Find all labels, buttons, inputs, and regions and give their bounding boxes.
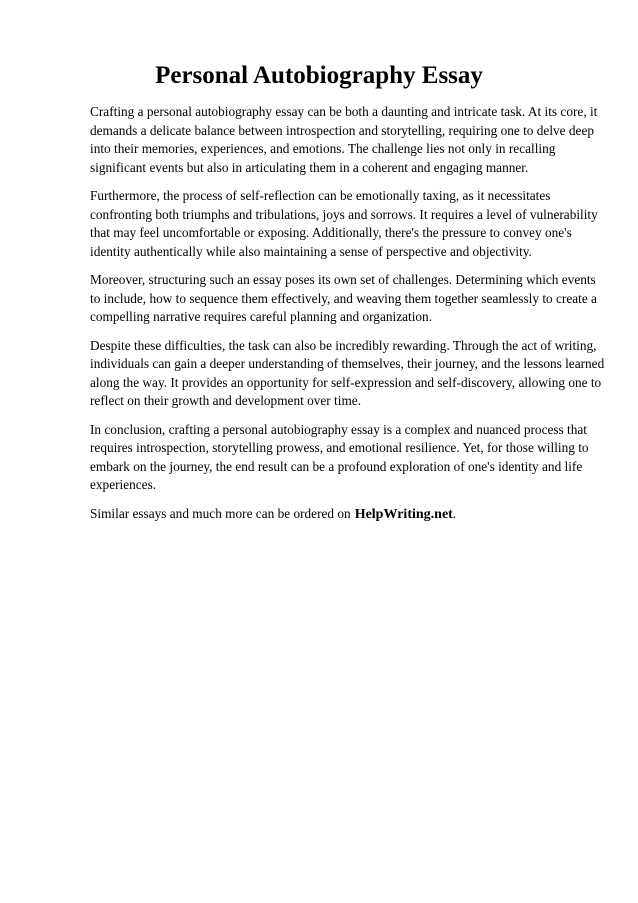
paragraph-line: Despite these difficulties, the task can also be incredibly rewarding. Through the act of writing, (90, 337, 597, 353)
paragraph-line: embark on the journey, the end result can be a profound exploration of one's identity and life (90, 458, 583, 474)
paragraph-line: confronting both triumphs and tribulations, joys and sorrows. It requires a level of vulnerability (90, 206, 598, 222)
paragraph-line: significant events but also in articulating them in a coherent and engaging manner. (90, 159, 529, 175)
paragraph-line: individuals can gain a deeper understanding of themselves, their journey, and the lessons learned (90, 356, 605, 371)
document-title: Personal Autobiography Essay (155, 62, 483, 89)
paragraph-line: compelling narrative requires careful planning and organization. (90, 309, 433, 324)
paragraph-line: reflect on their growth and development over time. (90, 393, 362, 408)
paragraph-line: to include, how to sequence them effectively, and weaving them together seamlessly to create a (90, 290, 597, 306)
paragraph-line: requires introspection, storytelling prowess, and emotional resilience. Yet, for those willing to (90, 440, 589, 455)
closing-suffix: . (452, 505, 457, 521)
paragraph-4 (90, 337, 605, 411)
paragraph-line: experiences. (90, 477, 157, 492)
paragraph-3 (90, 271, 600, 327)
paragraph-2 (90, 187, 600, 261)
paragraph-line: In conclusion, crafting a personal autobiography essay is a complex and nuanced process that (90, 421, 587, 437)
closing-line (90, 505, 600, 525)
paragraph-line: that may feel uncomfortable or exposing. Additionally, there's the pressure to convey one's (90, 225, 572, 240)
helpwriting-link[interactable]: HelpWriting.net (354, 506, 453, 522)
paragraph-line: Crafting a personal autobiography essay can be both a daunting and intricate task. At its core, it (90, 104, 598, 119)
paragraph-1 (90, 103, 600, 177)
paragraph-line: into their memories, experiences, and emotions. The challenge lies not only in recalling (90, 141, 556, 156)
paragraph-5 (90, 421, 600, 495)
paragraph-line: identity authentically while also maintaining a sense of perspective and objectivity. (90, 243, 532, 259)
paragraph-line: along the way. It provides an opportunity for self-expression and self-discovery, allowing one to (90, 374, 602, 390)
closing-text: Similar essays and much more can be ordered on (90, 505, 351, 521)
paragraph-line: Furthermore, the process of self-reflection can be emotionally taxing, as it necessitates (90, 188, 551, 203)
document-body (90, 103, 605, 524)
paragraph-line: demands a delicate balance between introspection and storytelling, requiring one to delve deep (90, 122, 594, 138)
paragraph-line: Moreover, structuring such an essay poses its own set of challenges. Determining which events (90, 272, 596, 287)
